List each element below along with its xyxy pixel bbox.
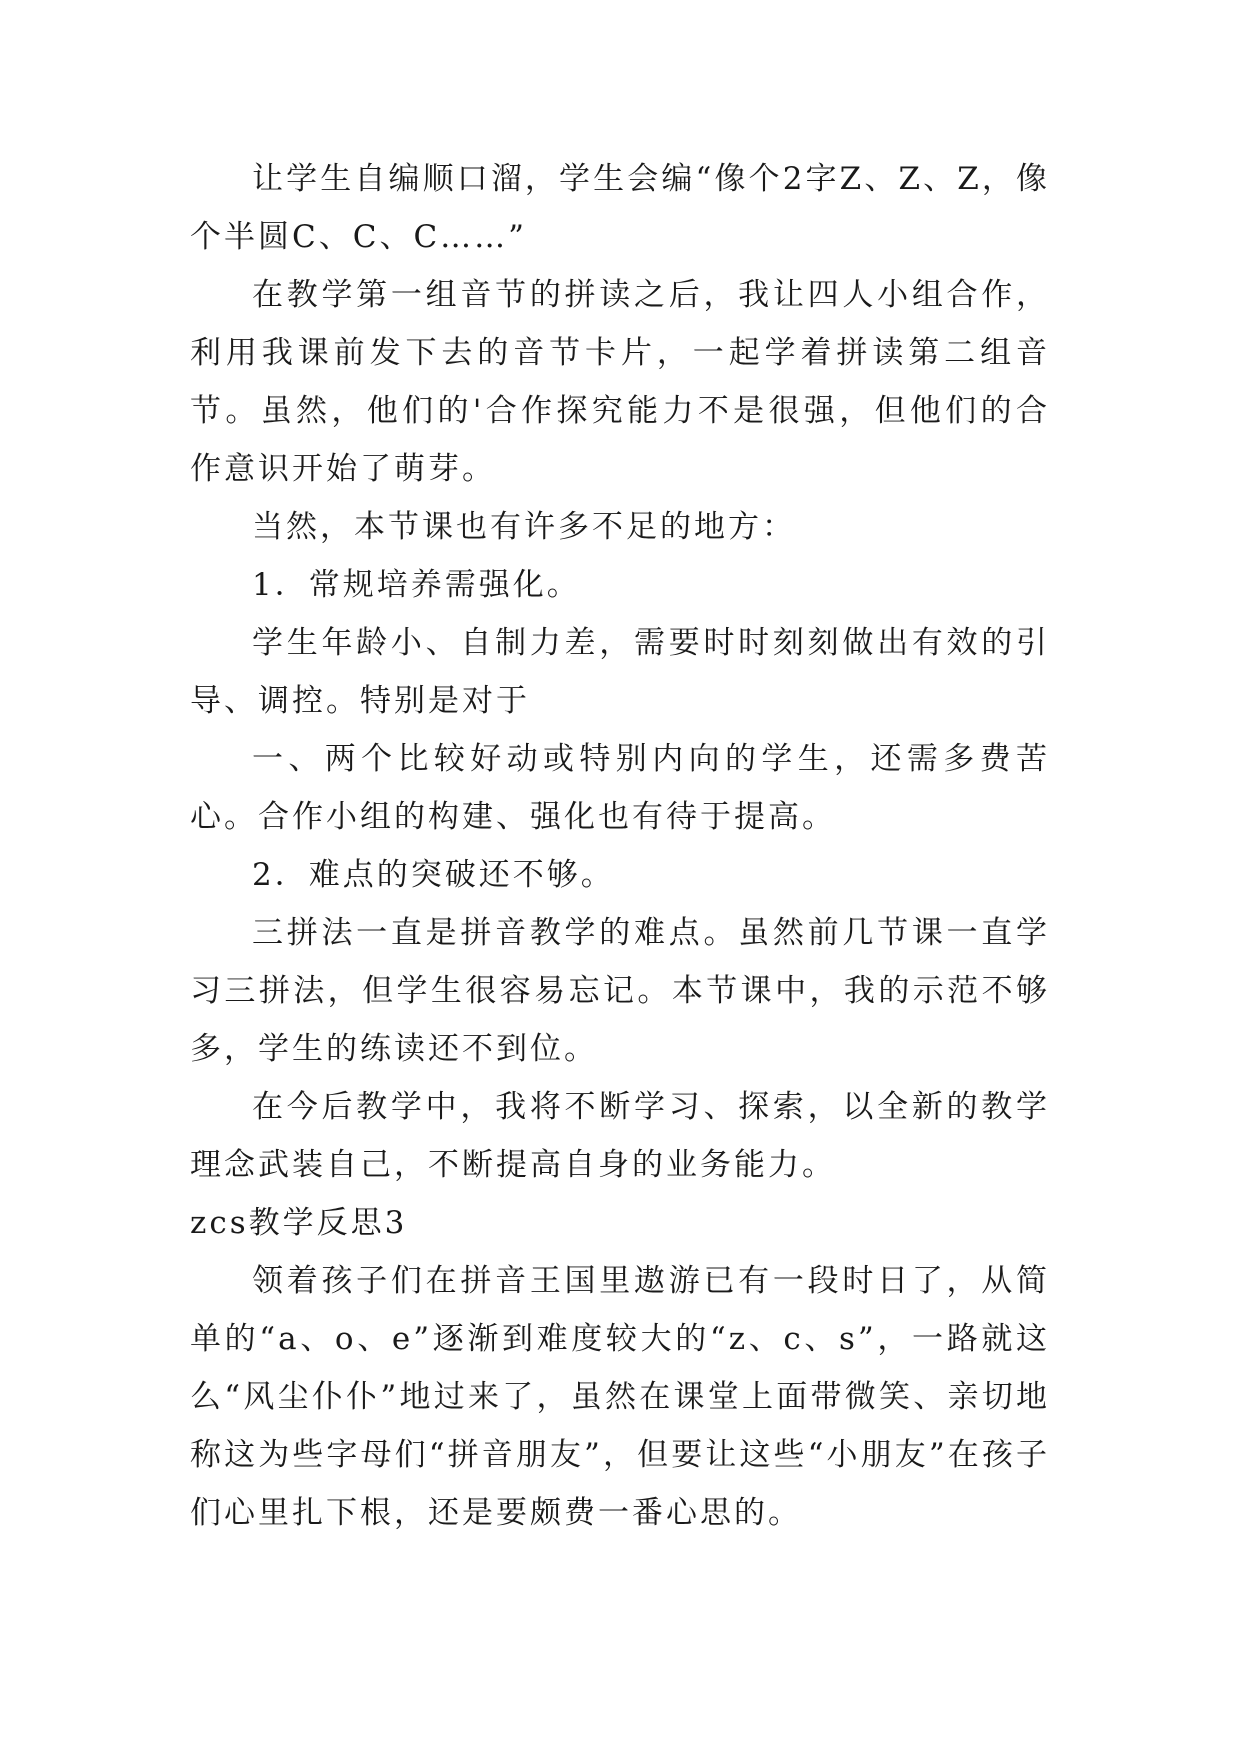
- list-heading: 2．难点的突破还不够。: [252, 857, 615, 893]
- paragraph: 领着孩子们在拼音王国里遨游已有一段时日了，从简单的“a、o、e”逐渐到难度较大的“z、c、s”，一路就这么“风尘仆仆”地过来了，虽然在课堂上面带微笑、亲切地称这为些字母们“拼音朋友”，但要让这些“小朋友”在孩子们心里扎下根，还是要颇费一番心思的。: [190, 1263, 1050, 1531]
- paragraph: 在今后教学中，我将不断学习、探索，以全新的教学理念武装自己，不断提高自身的业务能力。: [190, 1089, 1050, 1183]
- document-body: [190, 150, 1050, 1542]
- paragraph: 让学生自编顺口溜，学生会编“像个2字Z、Z、Z，像个半圆C、C、C……”: [190, 161, 1050, 255]
- list-heading: 1．常规培养需强化。: [252, 567, 581, 603]
- paragraph: 三拼法一直是拼音教学的难点。虽然前几节课一直学习三拼法，但学生很容易忘记。本节课中，我的示范不够多，学生的练读还不到位。: [190, 915, 1050, 1067]
- paragraph: 一、两个比较好动或特别内向的学生，还需多费苦心。合作小组的构建、强化也有待于提高。: [190, 741, 1050, 835]
- paragraph: 在教学第一组音节的拼读之后，我让四人小组合作，利用我课前发下去的音节卡片，一起学着拼读第二组音节。虽然，他们的'合作探究能力不是很强，但他们的合作意识开始了萌芽。: [190, 277, 1050, 487]
- paragraph: 学生年龄小、自制力差，需要时时刻刻做出有效的引导、调控。特别是对于: [190, 625, 1050, 719]
- section-title: zcs教学反思3: [190, 1205, 408, 1241]
- paragraph: 当然，本节课也有许多不足的地方：: [252, 509, 796, 545]
